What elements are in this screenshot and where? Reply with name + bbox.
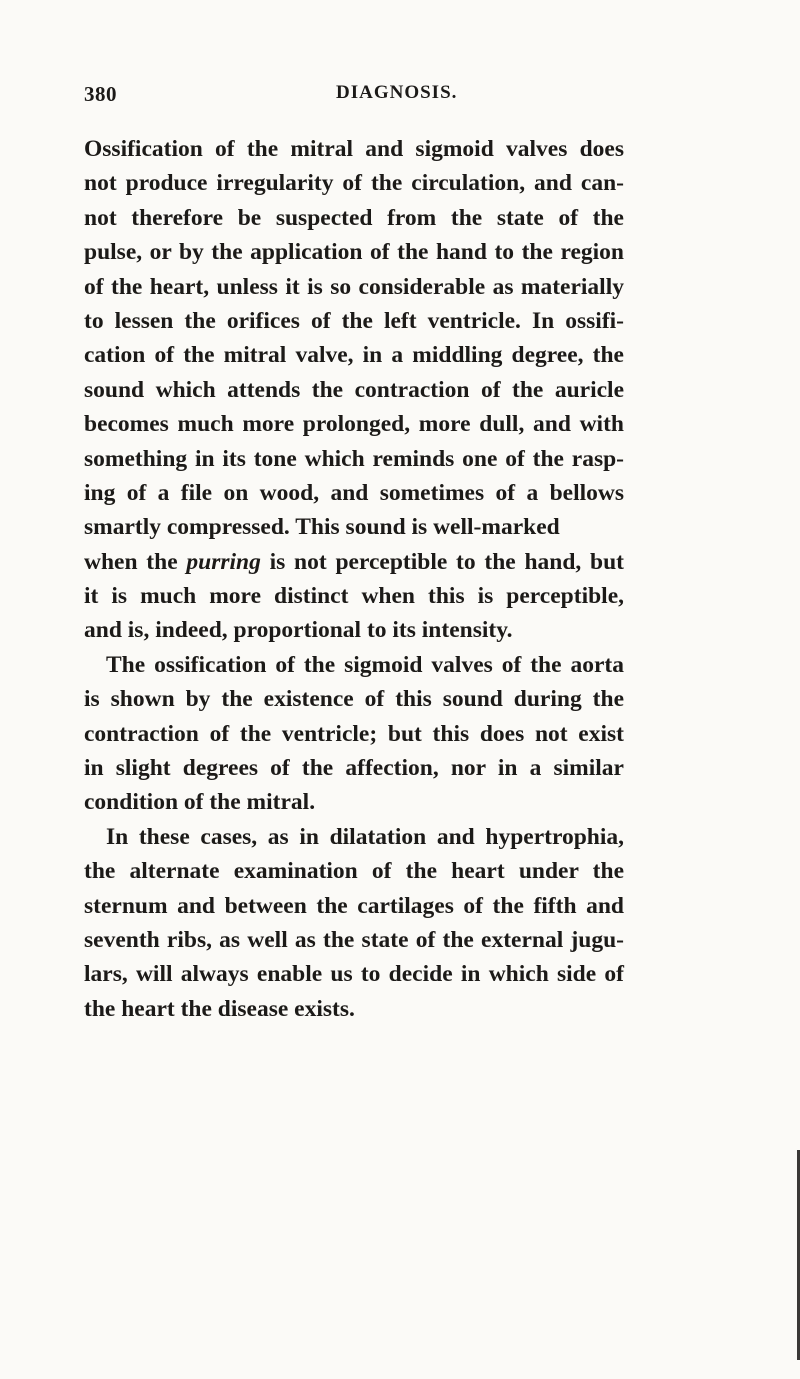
running-head [84,82,644,112]
text-line: In these cases, as in dilatation and hypertrophia, [106,823,624,850]
text-line: smartly compressed. This sound is well-marked [84,514,560,541]
text-line: condition of the mitral. [84,789,316,816]
italic-term: purring [186,548,261,575]
text-line: in slight degrees of the affection, nor in a similar [84,755,624,782]
text-line: sternum and between the cartilages of the fifth and [84,892,624,919]
text-line: something in its tone which reminds one of the rasp- [84,445,624,472]
body-text [84,132,624,1026]
text-fragment: when the [84,548,178,575]
text-line: pulse, or by the application of the hand to the region [84,239,624,266]
text-line: of the heart, unless it is so considerable as materially [84,273,624,300]
text-line: contraction of the ventricle; but this does not exist [84,720,624,747]
text-line: it is much more distinct when this is perceptible, [84,583,624,610]
text-line: lars, will always enable us to decide in which side of [84,961,624,988]
text-line: the heart the disease exists. [84,995,355,1022]
text-line: not produce irregularity of the circulation, and can- [84,170,624,197]
text-fragment: is not perceptible to the hand, but [269,548,625,575]
text-line: ing of a file on wood, and sometimes of a bellows [84,479,624,506]
text-line: not therefore be suspected from the state of the [84,204,624,231]
text-line: to lessen the orifices of the left ventricle. In ossifi- [84,307,624,334]
text-line: the alternate examination of the heart under the [84,858,624,885]
text-line: and is, indeed, proportional to its intensity. [84,617,513,644]
page-number: 380 [84,82,117,106]
text-line [84,545,624,579]
text-line: Ossification of the mitral and sigmoid valves does [84,136,624,162]
text-line: seventh ribs, as well as the state of the external jugu- [84,926,624,953]
text-line: cation of the mitral valve, in a middling degree, the [84,342,624,369]
text-line: sound which attends the contraction of the auricle [84,376,624,403]
running-title: DIAGNOSIS. [336,82,458,103]
text-line: becomes much more prolonged, more dull, and with [84,411,624,438]
text-line: is shown by the existence of this sound during the [84,686,624,713]
text-line: The ossification of the sigmoid valves of the aorta [106,651,624,678]
